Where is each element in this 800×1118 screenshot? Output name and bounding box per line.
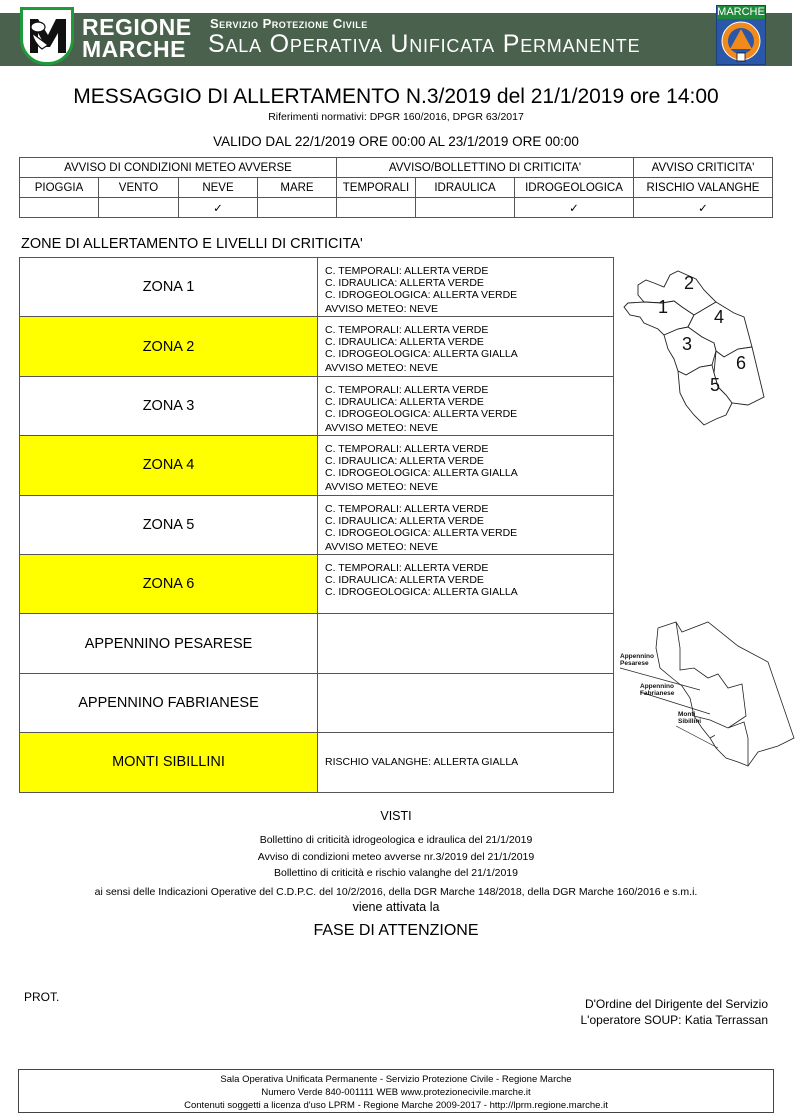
zone-name: ZONA 4 bbox=[20, 436, 318, 495]
zone-idraulica: C. IDRAULICA: ALLERTA VERDE bbox=[325, 573, 484, 586]
visti-item: Avviso di condizioni meteo avverse nr.3/2019 del 21/1/2019 bbox=[257, 851, 535, 863]
warnings-table bbox=[19, 157, 773, 218]
col-temporali: TEMPORALI bbox=[337, 178, 416, 198]
check-idrogeologica-icon: ✓ bbox=[515, 198, 634, 218]
group-meteo-avverse: AVVISO DI CONDIZIONI METEO AVVERSE bbox=[20, 158, 337, 178]
zone-idraulica: C. IDRAULICA: ALLERTA VERDE bbox=[325, 514, 484, 527]
col-vento: VENTO bbox=[99, 178, 179, 198]
signature-block bbox=[581, 996, 769, 1028]
zone-row bbox=[20, 376, 614, 435]
zones-table bbox=[19, 257, 614, 793]
group-bollettino-criticita: AVVISO/BOLLETTINO DI CRITICITA' bbox=[337, 158, 634, 178]
zone-row bbox=[20, 614, 614, 673]
col-idraulica: IDRAULICA bbox=[416, 178, 515, 198]
zone-name: ZONA 3 bbox=[20, 376, 318, 435]
brand-line-1: REGIONE bbox=[82, 14, 192, 40]
zone-name: ZONA 2 bbox=[20, 317, 318, 376]
zone-idrogeologica: C. IDROGEOLOGICA: ALLERTA GIALLA bbox=[325, 585, 518, 598]
svg-text:Monti: Monti bbox=[678, 711, 696, 718]
footer-line-2: Numero Verde 840-001111 WEB www.protezionecivile.marche.it bbox=[261, 1087, 531, 1098]
svg-text:Appennino: Appennino bbox=[620, 653, 654, 660]
zone-idraulica: C. IDRAULICA: ALLERTA VERDE bbox=[325, 455, 484, 468]
zone-row bbox=[20, 554, 614, 613]
protezione-civile-logo bbox=[716, 5, 766, 65]
check-idraulica bbox=[416, 198, 515, 218]
activation-text: viene attivata la bbox=[352, 900, 440, 914]
service-name: Servizio Protezione Civile bbox=[210, 16, 368, 31]
col-pioggia: PIOGGIA bbox=[20, 178, 99, 198]
col-neve: NEVE bbox=[179, 178, 258, 198]
check-neve-icon: ✓ bbox=[179, 198, 258, 218]
zone-temporali: C. TEMPORALI: ALLERTA VERDE bbox=[325, 443, 489, 456]
zone-temporali: C. TEMPORALI: ALLERTA VERDE bbox=[325, 561, 489, 574]
group-avviso-criticita: AVVISO CRITICITA' bbox=[634, 158, 773, 178]
brand-line-2: MARCHE bbox=[82, 36, 186, 62]
zones-map bbox=[620, 255, 780, 435]
svg-text:5: 5 bbox=[710, 375, 721, 395]
zone-detail-empty bbox=[318, 673, 614, 732]
svg-text:4: 4 bbox=[714, 307, 725, 327]
check-temporali bbox=[337, 198, 416, 218]
zone-idrogeologica: C. IDROGEOLOGICA: ALLERTA VERDE bbox=[325, 289, 518, 301]
svg-text:Fabrianese: Fabrianese bbox=[640, 690, 675, 697]
zone-row bbox=[20, 258, 614, 317]
col-mare: MARE bbox=[258, 178, 337, 198]
check-pioggia bbox=[20, 198, 99, 218]
zone-idrogeologica: C. IDROGEOLOGICA: ALLERTA GIALLA bbox=[325, 467, 518, 480]
mountain-areas-map bbox=[618, 618, 800, 778]
zone-name: ZONA 5 bbox=[20, 495, 318, 554]
legal-basis: ai sensi delle Indicazioni Operative del C.D.P.C. del 10/2/2016, della DGR Marche 148/2018, della DGR Marche 160/2016 e s.m.i. bbox=[94, 886, 698, 898]
svg-text:1: 1 bbox=[658, 297, 669, 317]
svg-text:3: 3 bbox=[682, 334, 693, 354]
regione-marche-logo bbox=[20, 7, 74, 65]
zone-idraulica: C. IDRAULICA: ALLERTA VERDE bbox=[325, 336, 484, 349]
alert-phase: FASE DI ATTENZIONE bbox=[313, 922, 479, 939]
civil-protection-triangle-icon bbox=[720, 20, 762, 64]
zone-rischio-valanghe: RISCHIO VALANGHE: ALLERTA GIALLA bbox=[325, 756, 519, 769]
zone-temporali: C. TEMPORALI: ALLERTA VERDE bbox=[325, 265, 489, 277]
zone-name: APPENNINO PESARESE bbox=[20, 614, 318, 673]
check-mare bbox=[258, 198, 337, 218]
footer-box bbox=[18, 1069, 774, 1113]
signature-operator: L'operatore SOUP: Katia Terrassan bbox=[580, 1013, 768, 1027]
regione-marche-wordmark bbox=[82, 16, 192, 60]
zone-row bbox=[20, 436, 614, 495]
normative-references: Riferimenti normativi: DPGR 160/2016, DPGR 63/2017 bbox=[268, 111, 524, 123]
zones-section-title: ZONE DI ALLERTAMENTO E LIVELLI DI CRITICITA' bbox=[21, 236, 363, 252]
col-idrogeologica: IDROGEOLOGICA bbox=[515, 178, 634, 198]
zone-row bbox=[20, 733, 614, 792]
zone-avviso-meteo: AVVISO METEO: NEVE bbox=[325, 303, 438, 315]
svg-text:2: 2 bbox=[684, 273, 695, 293]
zone-idrogeologica: C. IDROGEOLOGICA: ALLERTA GIALLA bbox=[325, 348, 518, 361]
message-title: MESSAGGIO DI ALLERTAMENTO N.3/2019 del 21/1/2019 ore 14:00 bbox=[73, 85, 719, 108]
zone-name: MONTI SIBILLINI bbox=[20, 733, 318, 792]
visti-heading: VISTI bbox=[380, 809, 412, 823]
zone-detail bbox=[318, 376, 614, 435]
svg-text:Pesarese: Pesarese bbox=[620, 660, 649, 667]
check-vento bbox=[99, 198, 179, 218]
zone-name: ZONA 1 bbox=[20, 258, 318, 317]
zone-detail bbox=[318, 436, 614, 495]
zone-idraulica: C. IDRAULICA: ALLERTA VERDE bbox=[325, 277, 484, 289]
zone-idraulica: C. IDRAULICA: ALLERTA VERDE bbox=[325, 395, 484, 408]
signature-line-1: D'Ordine del Dirigente del Servizio bbox=[584, 997, 768, 1011]
visti-item: Bollettino di criticità e rischio valanghe del 21/1/2019 bbox=[274, 867, 518, 879]
svg-text:Appennino: Appennino bbox=[640, 683, 674, 690]
zone-avviso-meteo: AVVISO METEO: NEVE bbox=[325, 362, 438, 375]
zone-detail bbox=[318, 733, 614, 792]
zone-avviso-meteo: AVVISO METEO: NEVE bbox=[325, 481, 438, 494]
protocol-label: PROT. bbox=[24, 990, 60, 1004]
zone-name: APPENNINO FABRIANESE bbox=[20, 673, 318, 732]
zone-detail bbox=[318, 317, 614, 376]
pc-logo-label: MARCHE bbox=[717, 6, 765, 18]
zone-temporali: C. TEMPORALI: ALLERTA VERDE bbox=[325, 324, 489, 337]
check-rischio-valanghe-icon: ✓ bbox=[634, 198, 773, 218]
footer-line-3: Contenuti soggetti a licenza d'uso LPRM - Regione Marche 2009-2017 - http://lprm.regione.marche.it bbox=[184, 1100, 608, 1111]
service-main-title: Sala Operativa Unificata Permanente bbox=[208, 30, 641, 58]
warnings-check-row bbox=[20, 198, 773, 218]
zone-row bbox=[20, 673, 614, 732]
col-rischio-valanghe: RISCHIO VALANGHE bbox=[634, 178, 773, 198]
svg-text:6: 6 bbox=[736, 353, 747, 373]
zone-row bbox=[20, 317, 614, 376]
zone-detail bbox=[318, 554, 614, 613]
zone-detail bbox=[318, 258, 614, 317]
zone-avviso-meteo: AVVISO METEO: NEVE bbox=[325, 421, 438, 434]
zone-detail bbox=[318, 495, 614, 554]
zone-row bbox=[20, 495, 614, 554]
dove-emblem-icon bbox=[26, 13, 70, 61]
zone-name: ZONA 6 bbox=[20, 554, 318, 613]
zone-temporali: C. TEMPORALI: ALLERTA VERDE bbox=[325, 383, 489, 396]
warnings-column-row bbox=[20, 178, 773, 198]
visti-item: Bollettino di criticità idrogeologica e idraulica del 21/1/2019 bbox=[259, 834, 533, 846]
zone-detail-empty bbox=[318, 614, 614, 673]
svg-text:Sibillini: Sibillini bbox=[678, 718, 702, 725]
validity-period: VALIDO DAL 22/1/2019 ORE 00:00 AL 23/1/2019 ORE 00:00 bbox=[213, 134, 579, 149]
warnings-group-row bbox=[20, 158, 773, 178]
zone-idrogeologica: C. IDROGEOLOGICA: ALLERTA VERDE bbox=[325, 407, 518, 420]
footer-line-1: Sala Operativa Unificata Permanente - Servizio Protezione Civile - Regione Marche bbox=[220, 1074, 572, 1085]
zone-avviso-meteo: AVVISO METEO: NEVE bbox=[325, 540, 438, 553]
zone-temporali: C. TEMPORALI: ALLERTA VERDE bbox=[325, 502, 489, 515]
zone-idrogeologica: C. IDROGEOLOGICA: ALLERTA VERDE bbox=[325, 526, 518, 539]
